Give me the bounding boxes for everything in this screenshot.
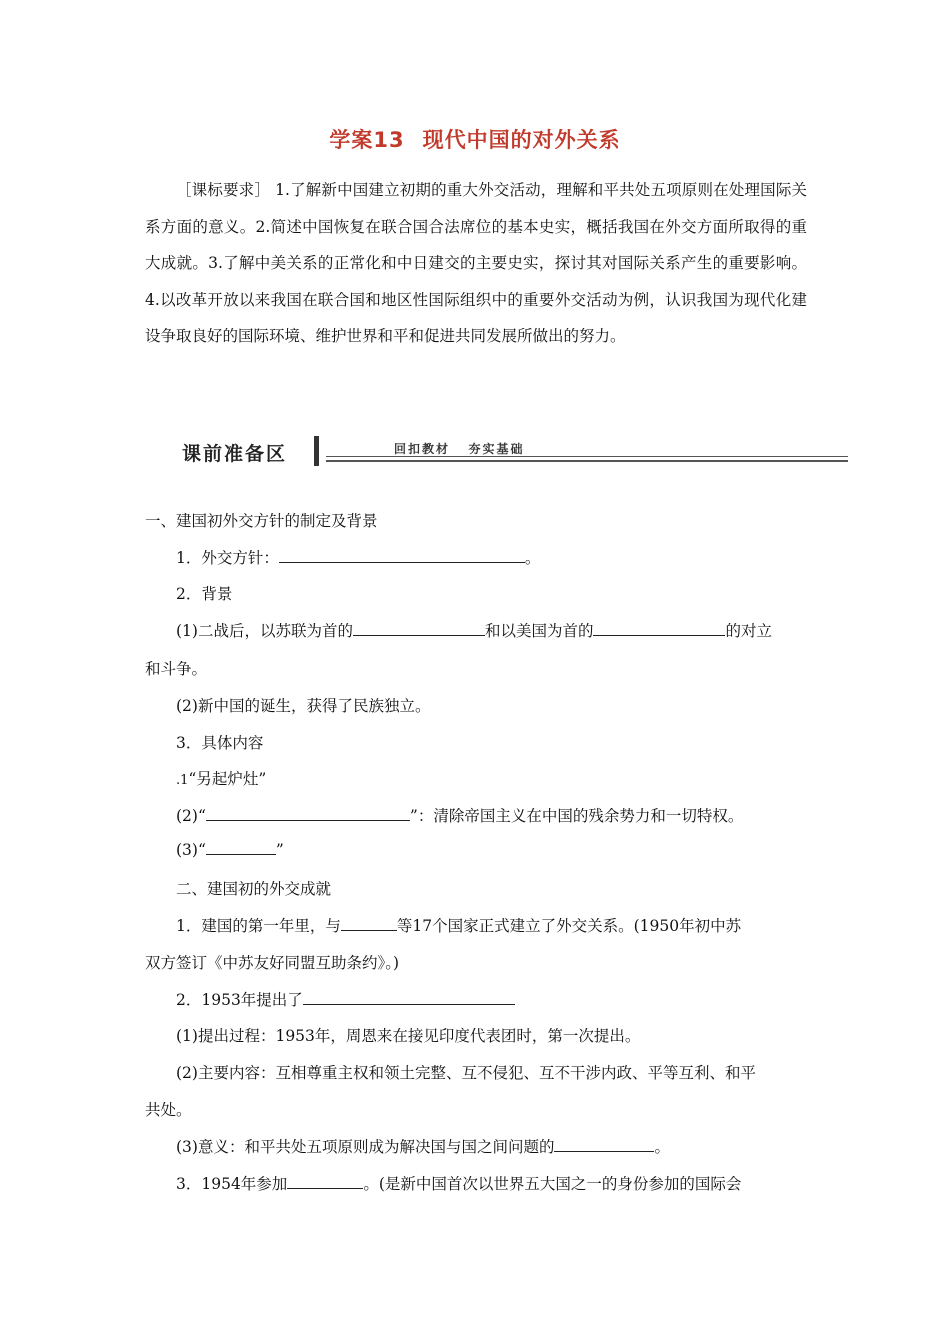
line-content-2: (2)“ ”：清除帝国主义在中国的残余势力和一切特权。	[176, 807, 744, 825]
line-content-1: .1“另起炉灶”	[176, 770, 267, 788]
line-background: 2．背景	[176, 585, 233, 603]
line-background-2: (2)新中国的诞生，获得了民族独立。	[176, 697, 431, 715]
page-title	[0, 124, 950, 154]
line-first-year-cont: 双方签订《中苏友好同盟互助条约》。)	[145, 954, 400, 972]
line-foreign-policy: 1．外交方针： 。	[176, 549, 541, 567]
banner-rule-thick	[326, 460, 848, 462]
fill-blank[interactable]	[554, 1137, 654, 1152]
line-1953: 2．1953年提出了	[176, 988, 515, 1010]
line-first-year: 1．建国的第一年里，与 等17个国家正式建立了外交关系。(1950年初中苏	[176, 917, 742, 935]
line-1954: 3．1954年参加 。(是新中国首次以世界五大国之一的身份参加的国际会	[176, 1175, 742, 1193]
line-process: (1)提出过程：1953年，周恩来在接见印度代表团时，第一次提出。	[176, 1027, 641, 1045]
fill-blank[interactable]	[341, 916, 397, 931]
curriculum-requirements: ［课标要求］ 1.了解新中国建立初期的重大外交活动，理解和平共处五项原则在处理国际关系方面的意义。2.简述中国恢复在联合国合法席位的基本史实，概括我国在外交方面所取得的重大成就。3.了解中美关系的正常化和中日建交的主要史实，探讨其对国际关系产生的重要影响。4.以改革开放以来我国在联合国和地区性国际组织中的重要外交活动为例，认识我国为现代化建设争取良好的国际环境、维护世界和平和促进共同发展所做出的努力。	[145, 181, 807, 345]
banner-subtitle: 回扣教材 夯实基础	[394, 442, 525, 456]
fill-blank[interactable]	[593, 621, 725, 636]
section-heading-1: 一、建国初外交方针的制定及背景	[145, 512, 378, 530]
fill-blank[interactable]	[353, 621, 485, 636]
fill-blank[interactable]	[206, 806, 410, 821]
title-main: 学案13	[329, 128, 405, 152]
fill-blank[interactable]	[206, 840, 276, 855]
fill-blank[interactable]	[303, 990, 515, 1005]
line-content-3: (3)“ ”	[176, 841, 284, 859]
line-significance: (3)意义：和平共处五项原则成为解决国与国之间问题的 。	[176, 1138, 670, 1156]
line-main-content-cont: 共处。	[145, 1101, 192, 1119]
line-main-content: (2)主要内容：互相尊重主权和领土完整、互不侵犯、互不干涉内政、平等互利、和平	[176, 1064, 756, 1082]
title-sub: 现代中国的对外关系	[422, 128, 621, 152]
section-heading-2: 二、建国初的外交成就	[176, 880, 332, 898]
line-background-1-cont: 和斗争。	[145, 660, 208, 678]
banner-divider-bar	[314, 436, 319, 466]
section-banner	[176, 434, 848, 468]
line-background-1: (1)二战后，以苏联为首的 和以美国为首的 的对立	[176, 622, 772, 640]
fill-blank[interactable]	[287, 1174, 363, 1189]
line-specific-content: 3．具体内容	[176, 734, 264, 752]
banner-label: 课前准备区	[182, 443, 288, 465]
fill-blank[interactable]	[279, 548, 525, 563]
